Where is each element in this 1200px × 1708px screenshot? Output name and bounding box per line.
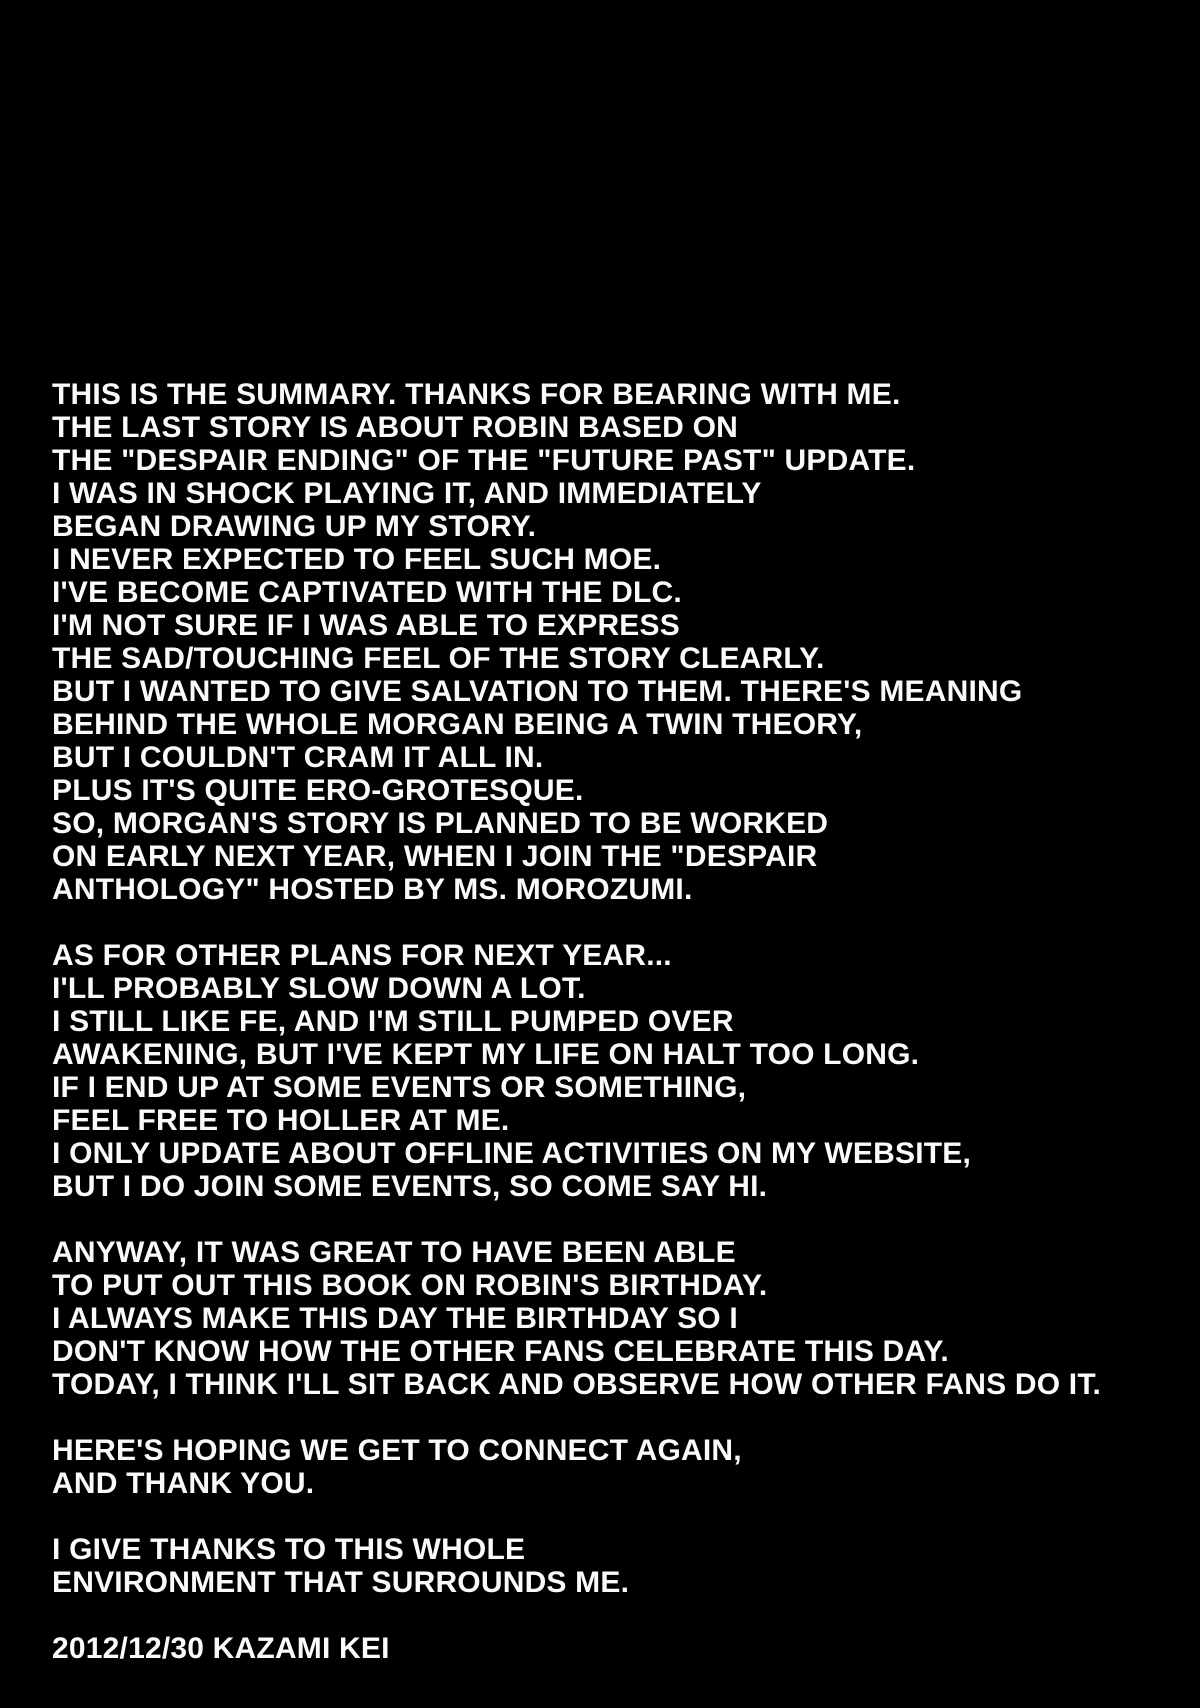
afterword-line: FEEL FREE TO HOLLER AT ME. — [52, 1104, 510, 1137]
afterword-line: I'VE BECOME CAPTIVATED WITH THE DLC. — [52, 576, 682, 609]
afterword-line: ON EARLY NEXT YEAR, WHEN I JOIN THE "DESPAIR — [52, 840, 818, 873]
afterword-paragraph-next-year-plans — [52, 939, 1172, 1203]
afterword-line: ENVIRONMENT THAT SURROUNDS ME. — [52, 1566, 630, 1599]
afterword-paragraph-signature — [52, 1632, 1172, 1665]
afterword-text-block — [52, 378, 1172, 1665]
afterword-paragraph-birthday — [52, 1236, 1172, 1401]
afterword-paragraph-farewell — [52, 1434, 1172, 1500]
afterword-line: HERE'S HOPING WE GET TO CONNECT AGAIN, — [52, 1434, 742, 1467]
afterword-line: I STILL LIKE FE, AND I'M STILL PUMPED OVER — [52, 1005, 734, 1038]
afterword-paragraph-summary — [52, 378, 1172, 906]
afterword-line: I NEVER EXPECTED TO FEEL SUCH MOE. — [52, 543, 662, 576]
afterword-line: I ONLY UPDATE ABOUT OFFLINE ACTIVITIES ON MY WEBSITE, — [52, 1137, 971, 1170]
afterword-line: ANYWAY, IT WAS GREAT TO HAVE BEEN ABLE — [52, 1236, 736, 1269]
afterword-line: AND THANK YOU. — [52, 1467, 315, 1500]
afterword-line: IF I END UP AT SOME EVENTS OR SOMETHING, — [52, 1071, 747, 1104]
signature-line: 2012/12/30 KAZAMI KEI — [52, 1632, 390, 1665]
afterword-line: THE LAST STORY IS ABOUT ROBIN BASED ON — [52, 411, 738, 444]
afterword-line: DON'T KNOW HOW THE OTHER FANS CELEBRATE THIS DAY. — [52, 1335, 949, 1368]
afterword-line: I WAS IN SHOCK PLAYING IT, AND IMMEDIATELY — [52, 477, 762, 510]
afterword-line: AS FOR OTHER PLANS FOR NEXT YEAR... — [52, 939, 672, 972]
afterword-line: BEGAN DRAWING UP MY STORY. — [52, 510, 537, 543]
afterword-line: I GIVE THANKS TO THIS WHOLE — [52, 1533, 526, 1566]
afterword-line: TO PUT OUT THIS BOOK ON ROBIN'S BIRTHDAY. — [52, 1269, 768, 1302]
afterword-line: PLUS IT'S QUITE ERO-GROTESQUE. — [52, 774, 584, 807]
afterword-line: THIS IS THE SUMMARY. THANKS FOR BEARING WITH ME. — [52, 378, 901, 411]
afterword-line: I'LL PROBABLY SLOW DOWN A LOT. — [52, 972, 586, 1005]
afterword-line: BEHIND THE WHOLE MORGAN BEING A TWIN THEORY, — [52, 708, 863, 741]
afterword-line: AWAKENING, BUT I'VE KEPT MY LIFE ON HALT TOO LONG. — [52, 1038, 920, 1071]
afterword-line: BUT I WANTED TO GIVE SALVATION TO THEM. THERE'S MEANING — [52, 675, 1023, 708]
afterword-line: I ALWAYS MAKE THIS DAY THE BIRTHDAY SO I — [52, 1302, 738, 1335]
afterword-paragraph-thanks — [52, 1533, 1172, 1599]
afterword-line: THE "DESPAIR ENDING" OF THE "FUTURE PAST" UPDATE. — [52, 444, 916, 477]
afterword-line: THE SAD/TOUCHING FEEL OF THE STORY CLEARLY. — [52, 642, 825, 675]
afterword-line: ANTHOLOGY" HOSTED BY MS. MOROZUMI. — [52, 873, 693, 906]
afterword-line: TODAY, I THINK I'LL SIT BACK AND OBSERVE HOW OTHER FANS DO IT. — [52, 1368, 1102, 1401]
afterword-line: I'M NOT SURE IF I WAS ABLE TO EXPRESS — [52, 609, 680, 642]
afterword-line: BUT I COULDN'T CRAM IT ALL IN. — [52, 741, 544, 774]
afterword-line: BUT I DO JOIN SOME EVENTS, SO COME SAY HI. — [52, 1170, 768, 1203]
afterword-line: SO, MORGAN'S STORY IS PLANNED TO BE WORKED — [52, 807, 829, 840]
